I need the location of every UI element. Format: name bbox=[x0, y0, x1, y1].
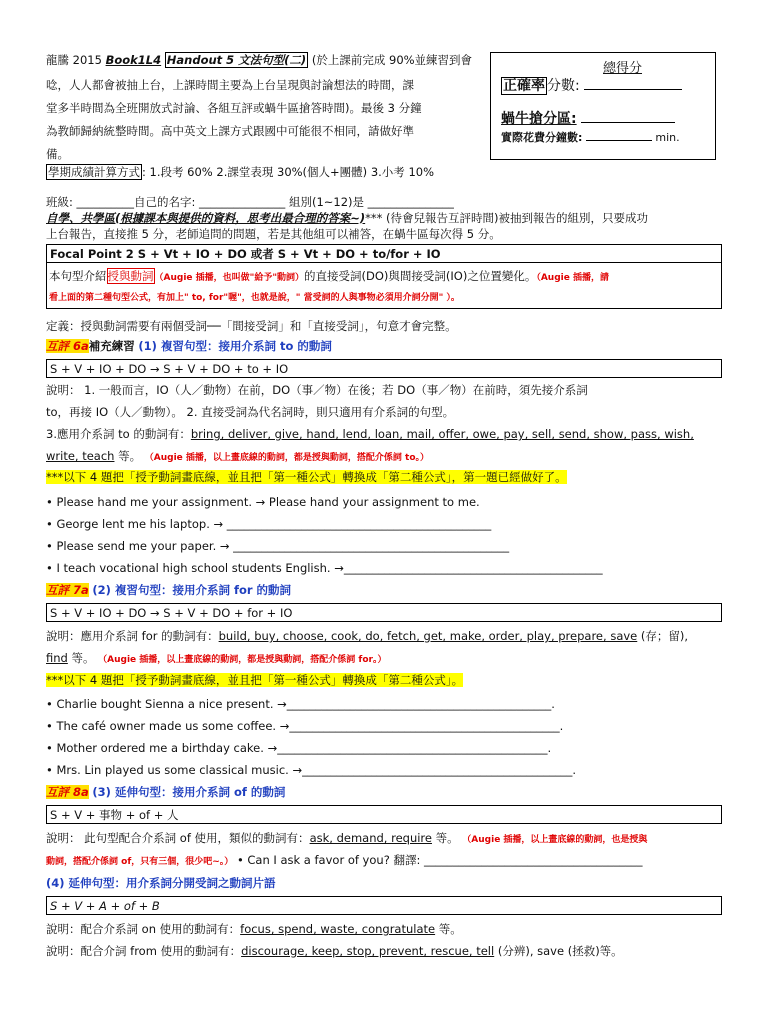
focal-desc-b: 的直接受詞(DO)與間接受詞(IO)之位置變化。 bbox=[304, 269, 537, 283]
section-7a-header bbox=[46, 582, 291, 598]
to-verbs-2: write, teach bbox=[46, 449, 115, 463]
definition: 定義：授與動詞需要有兩個受詞──「間接受詞」和「直接受詞」，句意才會完整。 bbox=[46, 319, 457, 333]
score-box bbox=[490, 52, 716, 160]
deng-6a: 等。 bbox=[114, 449, 142, 463]
focal-note-1: （Augie 插播，也叫做"給予"動詞） bbox=[154, 273, 305, 283]
time-row bbox=[501, 129, 680, 145]
expl-4-1-label: 說明：配合介系詞 on 使用的動詞有： bbox=[46, 922, 241, 936]
score-title: 總得分 bbox=[603, 61, 643, 76]
on-verbs: focus, spend, waste, congratulate bbox=[240, 922, 436, 936]
expl-7a bbox=[46, 628, 688, 644]
item-7a-1: • Charlie bought Sienna a nice present. →______________________________________________. bbox=[46, 697, 555, 711]
points-field[interactable] bbox=[584, 89, 682, 90]
item-6a-4: • I teach vocational high school students English. →_____________________________________________ bbox=[46, 561, 603, 575]
intro-e: 備。 bbox=[46, 147, 69, 161]
intro-b: 唸，人人都會被抽上台，上課時間主要為上台呈現與討論想法的時間，課 bbox=[46, 78, 414, 92]
formula-4: S + V + A + of + B bbox=[46, 896, 722, 915]
time-label: 實際花費分鐘數: bbox=[501, 131, 583, 144]
expl-6a-3 bbox=[46, 426, 694, 442]
formula-7a: S + V + IO + DO → S + V + DO + for + IO bbox=[46, 603, 722, 622]
deng-4-1: 等。 bbox=[435, 922, 462, 936]
focal-note-2: （Augie 插播，請 bbox=[536, 273, 609, 283]
task-6a-text: ***以下 4 題把「授予動詞畫底線，並且把「第一種公式」轉換成「第二種公式」，第一題已經做好了。 bbox=[46, 470, 567, 484]
focal-box-frame bbox=[46, 263, 722, 309]
expl-8a-label: 說明： 此句型配合介系詞 of 使用，類似的動詞有： bbox=[46, 831, 310, 845]
to-verbs: bring, deliver, give, hand, lend, loan, mail, offer, owe, pay, sell, send, show, pass, wish, bbox=[190, 427, 694, 441]
task-7a bbox=[46, 672, 463, 688]
item-7a-3: • Mother ordered me a birthday cake. →_______________________________________________. bbox=[46, 741, 552, 755]
section-4-title bbox=[46, 875, 276, 891]
expl-6a-4 bbox=[46, 448, 429, 466]
grading-label: 學期成績計算方式 bbox=[48, 165, 140, 179]
save-note: (存；留), bbox=[637, 629, 689, 643]
task-7a-text: ***以下 4 題把「授予動詞畫底線，並且把「第一種公式」轉換成「第二種公式」。 bbox=[46, 673, 464, 687]
focal-note-3: 看上面的第二種句型公式，有加上" to, for"喔"，也就是說，" 當受詞的人與事物必須用介詞分開" ）。 bbox=[49, 293, 460, 303]
intro-a: (於上課前完成 90%並練習到會 bbox=[311, 53, 473, 67]
expl-4-2 bbox=[46, 943, 623, 959]
accuracy-row bbox=[501, 75, 682, 95]
grading-text: : 1.段考 60% 2.課堂表現 30%(個人+團體) 3.小考 10% bbox=[142, 165, 435, 179]
expl-6a-1: 說明： 1. 一般而言，IO（人／動物）在前，DO（事／物）在後；若 DO（事／物）在前時，須先接介系詞 bbox=[46, 383, 588, 397]
instructions-text-2: 上台報告，直接推 5 分，老師追問的問題，若是其他組可以補答，在蝸牛區每次得 5 分。 bbox=[46, 227, 501, 241]
time-unit: min. bbox=[655, 131, 680, 144]
item-6a-3: • Please send me your paper. → ________________________________________________ bbox=[46, 539, 510, 553]
header-line-1 bbox=[46, 52, 472, 68]
expl-7a-label: 說明：應用介系詞 for 的動詞有： bbox=[46, 629, 219, 643]
school-label: 龍騰 2015 bbox=[46, 53, 102, 67]
expl-6a-3-label: 3.應用介系詞 to 的動詞有： bbox=[46, 427, 191, 441]
section-6a-title: (1) 複習句型：接用介系詞 to 的動詞 bbox=[138, 339, 332, 353]
focal-key-term: 授與動詞 bbox=[107, 269, 154, 283]
from-verbs: discourage, keep, stop, prevent, rescue, tell bbox=[241, 944, 495, 958]
of-verbs: ask, demand, require bbox=[309, 831, 432, 845]
task-6a bbox=[46, 469, 567, 485]
item-6a-2: • George lent me his laptop. → ______________________________________________ bbox=[46, 517, 492, 531]
book-label: Book1L4 bbox=[105, 53, 162, 67]
deng-7a: 等。 bbox=[67, 651, 95, 665]
note-7a: （Augie 插播，以上畫底線的動詞，都是授與動詞，搭配介係詞 for。） bbox=[98, 655, 387, 665]
instructions-line bbox=[46, 210, 648, 226]
section-8a-title: (3) 延伸句型：接用介系詞 of 的動詞 bbox=[92, 785, 286, 799]
snail-label: 蝸牛搶分區: bbox=[501, 111, 577, 127]
section-6a-label: 補充練習 bbox=[88, 339, 135, 353]
instructions-text: *** (待會兒報告互評時間)被抽到報告的組別，只要成功 bbox=[365, 211, 649, 225]
item-6a-1: • Please hand me your assignment. → Please hand your assignment to me. bbox=[46, 495, 480, 509]
handout-label: Handout 5 文法句型(二) bbox=[166, 53, 307, 67]
section-6a-header bbox=[46, 338, 332, 354]
example-8a: • Can I ask a favor of you? 翻譯: ______________________________________ bbox=[236, 853, 643, 867]
snail-row bbox=[501, 108, 675, 128]
tag-8a: 互評 8a bbox=[46, 785, 89, 799]
item-7a-4: • Mrs. Lin played us some classical music. →_______________________________________________. bbox=[46, 763, 577, 777]
intro-d: 為教師歸納統整時間。高中英文上課方式跟國中可能很不相同，請做好準 bbox=[46, 124, 414, 138]
deng-8a: 等。 bbox=[431, 831, 459, 845]
item-7a-2: • The café owner made us some coffee. →_______________________________________________. bbox=[46, 719, 564, 733]
accuracy-label: 正確率 bbox=[503, 78, 545, 94]
note-6a: （Augie 插播，以上畫底線的動詞，都是授與動詞，搭配介係詞 to。） bbox=[144, 453, 430, 463]
grading-line bbox=[46, 164, 434, 180]
intro-c: 堂多半時間為全班開放式討論、各組互評或蝸牛區搶答時間)。最後 3 分鐘 bbox=[46, 101, 422, 115]
points-label: 分數: bbox=[547, 78, 580, 94]
expl-4-2-label: 說明：配合介詞 from 使用的動詞有： bbox=[46, 944, 242, 958]
instructions-label: 自學、共學區(根據課本與提供的資料，思考出最合理的答案~) bbox=[46, 211, 366, 225]
focal-point-title: Focal Point 2 S + Vt + IO + DO 或者 S + Vt + DO + to/for + IO bbox=[46, 244, 722, 263]
for-verbs-2: find bbox=[46, 651, 68, 665]
note-8a: （Augie 插播，以上畫底線的動詞，也是授與 bbox=[462, 835, 648, 845]
expl-4-1 bbox=[46, 921, 462, 937]
section-4-title-text: (4) 延伸句型：用介系詞分開受詞之動詞片語 bbox=[46, 876, 276, 890]
time-field[interactable] bbox=[586, 140, 652, 141]
section-7a-title: (2) 複習句型：接用介系詞 for 的動詞 bbox=[92, 583, 292, 597]
formula-6a: S + V + IO + DO → S + V + DO + to + IO bbox=[46, 359, 722, 378]
expl-7a-2 bbox=[46, 650, 386, 668]
tag-6a: 互評 6a bbox=[46, 339, 89, 353]
expl-8a-2 bbox=[46, 852, 642, 870]
section-8a-header bbox=[46, 784, 285, 800]
snail-field[interactable] bbox=[581, 122, 675, 123]
for-verbs: build, buy, choose, cook, do, fetch, get, make, order, play, prepare, save bbox=[218, 629, 638, 643]
tag-7a: 互評 7a bbox=[46, 583, 89, 597]
tail-4-2: (分辨), save (拯救)等。 bbox=[494, 944, 623, 958]
expl-6a-2: to，再接 IO（人／動物）。 2. 直接受詞為代名詞時，則只適用有介系詞的句型。 bbox=[46, 405, 455, 419]
focal-desc-a: 本句型介紹 bbox=[49, 269, 107, 283]
note-8a-2: 動詞，搭配介係詞 of，只有三個，很少吧~。） bbox=[46, 857, 234, 867]
expl-8a bbox=[46, 830, 647, 848]
formula-8a: S + V + 事物 + of + 人 bbox=[46, 805, 722, 824]
class-name-group-line: 班級: __________自己的名字: _______________ 組別(1~12)是 _______________ bbox=[46, 195, 454, 209]
